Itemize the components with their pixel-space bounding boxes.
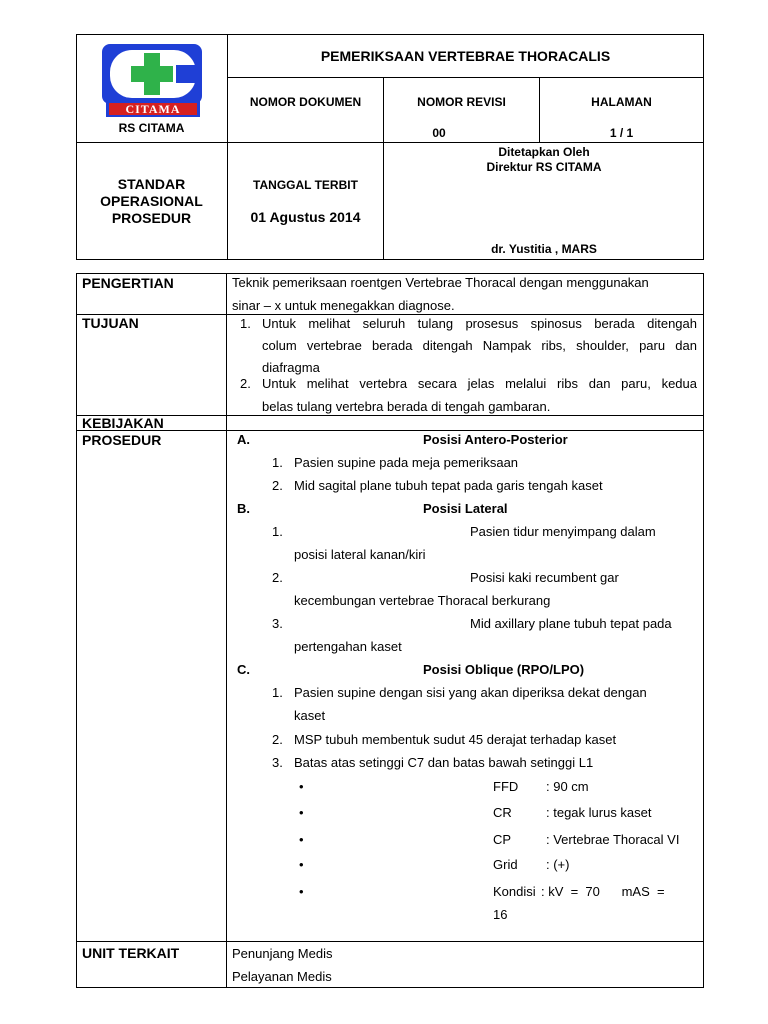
param-grid-key: Grid: [493, 857, 518, 872]
prosedur-c-item-2-num: 2.: [272, 732, 283, 747]
prosedur-c-item-3-num: 3.: [272, 755, 283, 770]
signatory-name: dr. Yustitia , MARS: [491, 242, 597, 256]
param-grid-value: : (+): [546, 857, 570, 872]
param-cr-key: CR: [493, 805, 512, 820]
revision-value: 00: [432, 126, 446, 140]
prosedur-c-letter: C.: [237, 662, 250, 677]
approved-by-line-2: Direktur RS CITAMA: [486, 160, 602, 174]
tujuan-item-2-line-1: Untuk melihat vertebra secara jelas melalui ribs dan paru, kedua: [262, 376, 697, 391]
prosedur-a-letter: A.: [237, 432, 250, 447]
prosedur-c-item-3-text: Batas atas setinggi C7 dan batas bawah setinggi L1: [294, 755, 594, 770]
sop-line-3: PROSEDUR: [111, 210, 192, 226]
page-value: 1 / 1: [609, 126, 634, 140]
param-bullet: •: [299, 805, 304, 820]
prosedur-b-item-1-num: 1.: [272, 524, 283, 539]
tujuan-item-2-num: 2.: [240, 376, 251, 391]
sop-title: [76, 176, 227, 227]
param-ffd-key: FFD: [493, 779, 519, 794]
param-cp-value: : Vertebrae Thoracal VI: [546, 832, 680, 847]
approved-by-line-1: Ditetapkan Oleh: [498, 145, 590, 159]
prosedur-b-item-3-num: 3.: [272, 616, 283, 631]
tujuan-item-2-line-2: belas tulang vertebra berada di tengah gambaran.: [262, 399, 551, 414]
document-title: PEMERIKSAAN VERTEBRAE THORACALIS: [320, 48, 611, 64]
sop-line-2: OPERASIONAL: [100, 193, 203, 209]
unit-terkait-label: UNIT TERKAIT: [82, 945, 180, 961]
revision-label: NOMOR REVISI: [417, 95, 506, 109]
hospital-logo: [100, 43, 204, 119]
prosedur-b-item-3-line-1: Mid axillary plane tubuh tepat pada: [470, 616, 672, 631]
prosedur-c-item-1-line-2: kaset: [294, 708, 326, 723]
param-kondisi-value-2: 16: [493, 907, 508, 922]
prosedur-c-item-1-line-1: Pasien supine dengan sisi yang akan diperiksa dekat dengan: [294, 685, 647, 700]
tujuan-item-1-num: 1.: [240, 316, 251, 331]
prosedur-a-item-2-text: Mid sagital plane tubuh tepat pada garis tengah kaset: [294, 478, 603, 493]
prosedur-b-item-2-line-2: kecembungan vertebrae Thoracal berkurang: [294, 593, 551, 608]
issue-date-value: 01 Agustus 2014: [250, 209, 361, 225]
param-bullet: •: [299, 832, 304, 847]
kebijakan-label: KEBIJAKAN: [82, 415, 164, 431]
param-bullet: •: [299, 779, 304, 794]
prosedur-b-title: Posisi Lateral: [423, 501, 508, 516]
param-kondisi-key: Kondisi: [493, 884, 536, 899]
sop-line-1: STANDAR: [117, 176, 186, 192]
param-bullet: •: [299, 884, 304, 899]
unit-terkait-item-1: Penunjang Medis: [232, 946, 333, 961]
prosedur-c-item-1-num: 1.: [272, 685, 283, 700]
logo-wordmark: CITAMA: [125, 102, 181, 116]
pengertian-text-line-2: sinar – x untuk menegakkan diagnose.: [232, 298, 455, 313]
prosedur-b-item-2-num: 2.: [272, 570, 283, 585]
param-cr-value: : tegak lurus kaset: [546, 805, 652, 820]
prosedur-a-title: Posisi Antero-Posterior: [423, 432, 568, 447]
param-bullet: •: [299, 857, 304, 872]
prosedur-a-item-2-num: 2.: [272, 478, 283, 493]
param-cp-key: CP: [493, 832, 512, 847]
tujuan-label: TUJUAN: [82, 315, 139, 331]
param-kondisi-value: : kV = 70 mAS =: [541, 884, 665, 899]
prosedur-a-item-1-text: Pasien supine pada meja pemeriksaan: [294, 455, 519, 470]
unit-terkait-item-2: Pelayanan Medis: [232, 969, 332, 984]
param-ffd-value: : 90 cm: [546, 779, 589, 794]
prosedur-b-item-1-line-1: Pasien tidur menyimpang dalam: [470, 524, 656, 539]
page-label: HALAMAN: [591, 95, 652, 109]
tujuan-item-1-line-1: Untuk melihat seluruh tulang prosesus spinosus berada ditengah: [262, 316, 697, 331]
prosedur-b-item-3-line-2: pertengahan kaset: [294, 639, 402, 654]
pengertian-label: PENGERTIAN: [82, 275, 174, 291]
tujuan-item-1-line-2: colum vertebrae berada ditengah Nampak ribs, shoulder, paru dan: [262, 338, 697, 353]
pengertian-text-line-1: Teknik pemeriksaan roentgen Vertebrae Thoracal dengan menggunakan: [232, 275, 649, 290]
prosedur-a-item-1-num: 1.: [272, 455, 283, 470]
tujuan-item-1-line-3: diafragma: [262, 360, 320, 375]
prosedur-c-item-2-text: MSP tubuh membentuk sudut 45 derajat terhadap kaset: [294, 732, 617, 747]
prosedur-b-item-2-line-1: Posisi kaki recumbent gar: [470, 570, 619, 585]
prosedur-c-title: Posisi Oblique (RPO/LPO): [423, 662, 585, 677]
hospital-name: RS CITAMA: [118, 121, 185, 135]
prosedur-label: PROSEDUR: [82, 432, 162, 448]
doc-number-label: NOMOR DOKUMEN: [249, 95, 362, 109]
issue-date-label: TANGGAL TERBIT: [253, 178, 358, 192]
prosedur-b-item-1-line-2: posisi lateral kanan/kiri: [294, 547, 426, 562]
prosedur-b-letter: B.: [237, 501, 250, 516]
